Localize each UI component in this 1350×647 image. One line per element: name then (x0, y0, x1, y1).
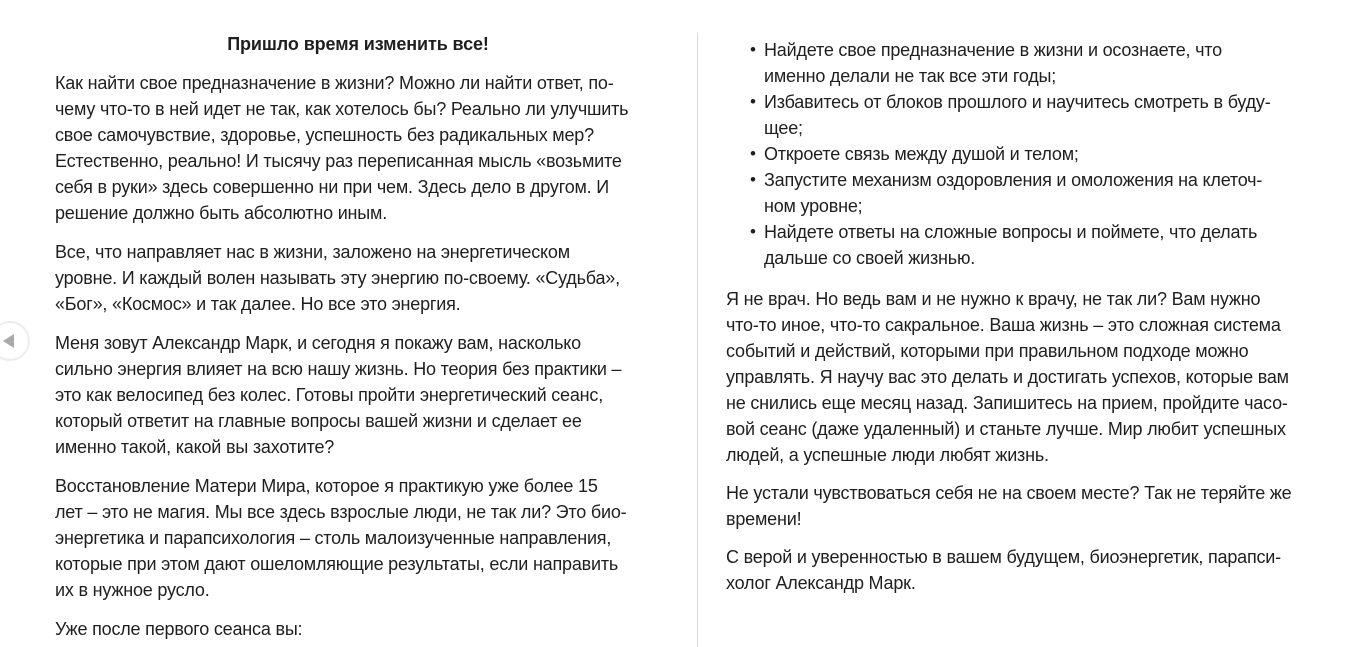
bullet-icon: • (750, 144, 756, 163)
text-line: Восстановление Матери Мира, которое я практикую уже более 15 (55, 476, 598, 496)
text-line: людей, а успешные люди любят жизнь. (726, 445, 1049, 465)
text-line: Меня зовут Александр Марк, и сегодня я покажу вам, насколько (55, 333, 581, 353)
text-line: именно такой, какой вы захотите? (55, 437, 335, 457)
bullet-list-item (726, 141, 1326, 167)
bullet-icon: • (750, 222, 756, 241)
text-line: Найдете свое предназначение в жизни и осознаете, что (764, 40, 1222, 60)
text-line: Как найти свое предназначение в жизни? Можно ли найти ответ, по- (55, 73, 614, 93)
text-line: С верой и уверенностью в вашем будущем, биоэнергетик, парапси- (726, 547, 1281, 567)
bullet-list-item (726, 219, 1326, 271)
paragraph-lead-in (55, 616, 661, 642)
bullet-text (764, 89, 1326, 141)
paragraph-energy (55, 239, 661, 317)
paragraph-signature (726, 544, 1326, 596)
left-page-column (55, 0, 661, 647)
paragraph-practice (55, 473, 661, 603)
bullet-list-item (726, 37, 1326, 89)
text-line: не снились еще месяц назад. Запишитесь на прием, пройдите часо- (726, 393, 1288, 413)
text-line: управлять. Я научу вас это делать и достигать успехов, которые вам (726, 367, 1289, 387)
text-line: «Бог», «Космос» и так далее. Но все это энергия. (55, 294, 461, 314)
text-line: Запустите механизм оздоровления и омоложения на клеточ- (764, 170, 1263, 190)
bullet-icon: • (750, 170, 756, 189)
bullet-text (764, 37, 1326, 89)
text-line: времени! (726, 509, 802, 529)
prev-page-button[interactable] (0, 321, 30, 361)
text-line: энергетика и парапсихология – столь малоизученные направления, (55, 528, 612, 548)
paragraph-author (55, 330, 661, 460)
page-title: Пришло время изменить все! (227, 34, 489, 54)
bullet-icon: • (750, 92, 756, 111)
text-line: уровне. И каждый волен называть эту энергию по-своему. «Судьба», (55, 268, 620, 288)
text-line: Естественно, реально! И тысячу раз переписанная мысль «возьмите (55, 151, 622, 171)
text-line: их в нужное русло. (55, 580, 210, 600)
text-line: Уже после первого сеанса вы: (55, 619, 303, 639)
text-line: что-то иное, что-то сакральное. Ваша жизнь – это сложная система (726, 315, 1281, 335)
text-line: Найдете ответы на сложные вопросы и поймете, что делать (764, 222, 1258, 242)
text-line: решение должно быть абсолютно иным. (55, 203, 388, 223)
paragraph-call-to-action (726, 480, 1326, 532)
text-line: сильно энергия влияет на всю нашу жизнь. Но теория без практики – (55, 359, 622, 379)
text-line: именно делали не так все эти годы; (764, 66, 1057, 86)
text-line: щее; (764, 118, 803, 138)
text-line: Откроете связь между душой и телом; (764, 144, 1079, 164)
text-line: себя в руки» здесь совершенно ни при чем. Здесь дело в другом. И (55, 177, 610, 197)
text-line: Все, что направляет нас в жизни, заложено на энергетическом (55, 242, 570, 262)
text-line: холог Александр Марк. (726, 573, 916, 593)
paragraph-not-doctor (726, 286, 1326, 468)
text-line: Избавитесь от блоков прошлого и научитесь смотреть в буду- (764, 92, 1271, 112)
text-line: Я не врач. Но ведь вам и не нужно к врачу, не так ли? Вам нужно (726, 289, 1261, 309)
bullet-list-item (726, 89, 1326, 141)
left-arrow-icon (3, 334, 14, 348)
text-line: событий и действий, которыми при правильном подходе можно (726, 341, 1249, 361)
page-divider (697, 33, 698, 647)
bullet-icon: • (750, 40, 756, 59)
text-line: которые при этом дают ошеломляющие результаты, если направить (55, 554, 619, 574)
text-line: вой сеанс (даже удаленный) и станьте лучше. Мир любит успешных (726, 419, 1286, 439)
paragraph-intro (55, 70, 661, 226)
text-line: свое самочувствие, здоровье, успешность без радикальных мер? (55, 125, 594, 145)
text-line: который ответит на главные вопросы вашей жизни и сделает ее (55, 411, 582, 431)
text-line: Не устали чувствоваться себя не на своем месте? Так не теряйте же (726, 483, 1292, 503)
right-page-column (726, 0, 1326, 608)
benefits-bullet-list (726, 37, 1326, 271)
text-line: это как велосипед без колес. Готовы пройти энергетический сеанс, (55, 385, 603, 405)
text-line: ном уровне; (764, 196, 863, 216)
bullet-text (764, 167, 1326, 219)
bullet-list-item (726, 167, 1326, 219)
text-line: лет – это не магия. Мы все здесь взрослые люди, не так ли? Это био- (55, 502, 627, 522)
text-line: чему что-то в ней идет не так, как хотелось бы? Реально ли улучшить (55, 99, 629, 119)
bullet-text (764, 141, 1326, 167)
text-line: дальше со своей жизнью. (764, 248, 976, 268)
bullet-text (764, 219, 1326, 271)
